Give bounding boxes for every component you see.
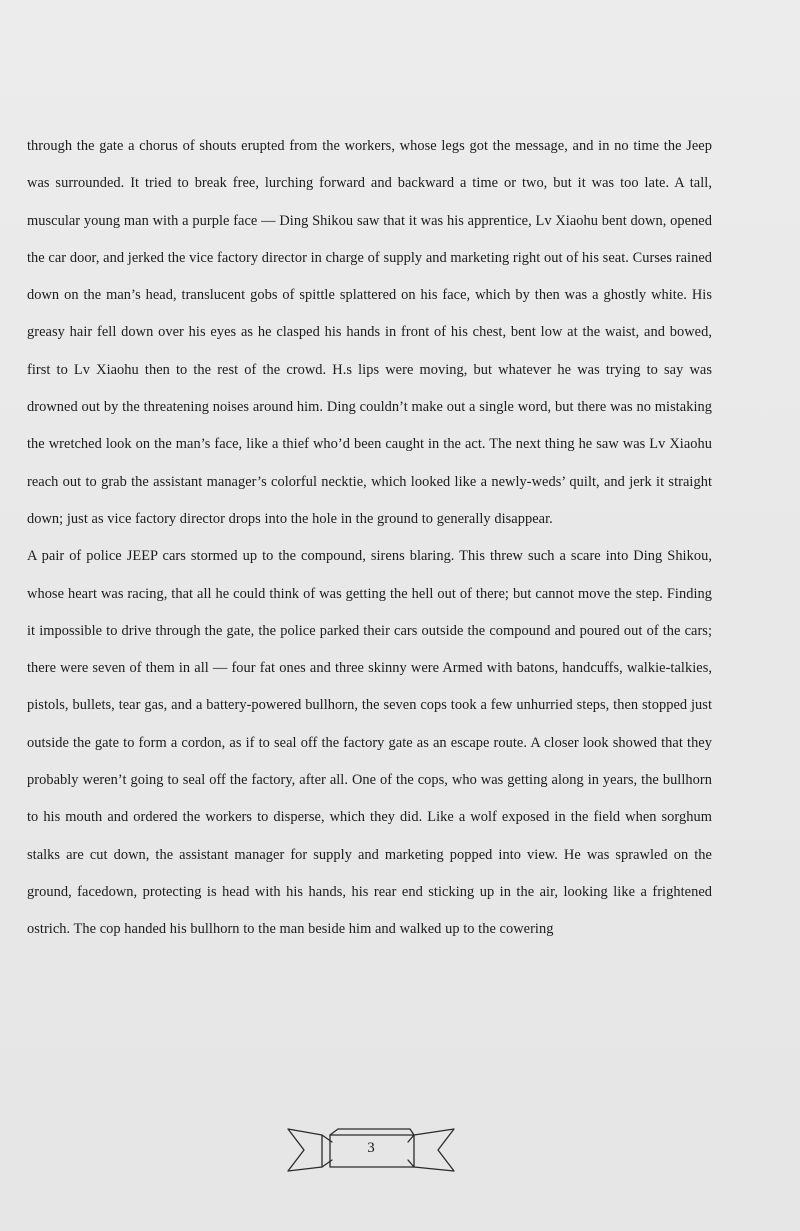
paragraph-2: A pair of police JEEP cars stormed up to the compound, sirens blaring. This threw such a scare into Ding Shikou, whose heart was racing, that all he could think of was getting the hell out of there; but cannot move the step. Finding it impossible to drive through the gate, the police parked their cars outside the compound and poured out of the cars; there were seven of them in all — four fat ones and three skinny were Armed with batons, handcuffs, walkie-talkies, pistols, bullets, tear gas, and a battery-powered bullhorn, the seven cops took a few unhurried steps, then stopped just outside the gate to form a cordon, as if to seal off the factory gate as an escape route. A closer look showed that they probably weren’t going to seal off the factory, after all. One of the cops, who was getting along in years, the bullhorn to his mouth and ordered the workers to disperse, which they did. Like a wolf exposed in the field when sorghum stalks are cut down, the assistant manager for supply and marketing popped into view. He was sprawled on the ground, facedown, protecting is head with his hands, his rear end sticking up in the air, looking like a frightened ostrich. The cop handed his bullhorn to the man beside him and walked up to the cowering — [27, 548, 712, 938]
page-number: 3 — [367, 1140, 375, 1156]
page-number-ornament — [282, 1125, 460, 1177]
paragraph-1: through the gate a chorus of shouts erupted from the workers, whose legs got the message, and in no time the Jeep was surrounded. It tried to break free, lurching forward and backward a time or two, but it was too late. A tall, muscular young man with a purple face — Ding Shikou saw that it was his apprentice, Lv Xiaohu bent down, opened the car door, and jerked the vice factory director in charge of supply and marketing right out of his seat. Curses rained down on the man’s head, translucent gobs of spittle splattered on his face, which by then was a ghostly white. His greasy hair fell down over his eyes as he clasped his hands in front of his chest, bent low at the waist, and bowed, first to Lv Xiaohu then to the rest of the crowd. H.s lips were moving, but whatever he was trying to say was drowned out by the threatening noises around him. Ding couldn’t make out a single word, but there was no mistaking the wretched look on the man’s face, like a thief who’d been caught in the act. The next thing he saw was Lv Xiaohu reach out to grab the assistant manager’s colorful necktie, which looked like a newly-weds’ quilt, and jerk it straight down; just as vice factory director drops into the hole in the ground to generally disappear. — [27, 138, 712, 527]
body-text — [27, 128, 712, 949]
